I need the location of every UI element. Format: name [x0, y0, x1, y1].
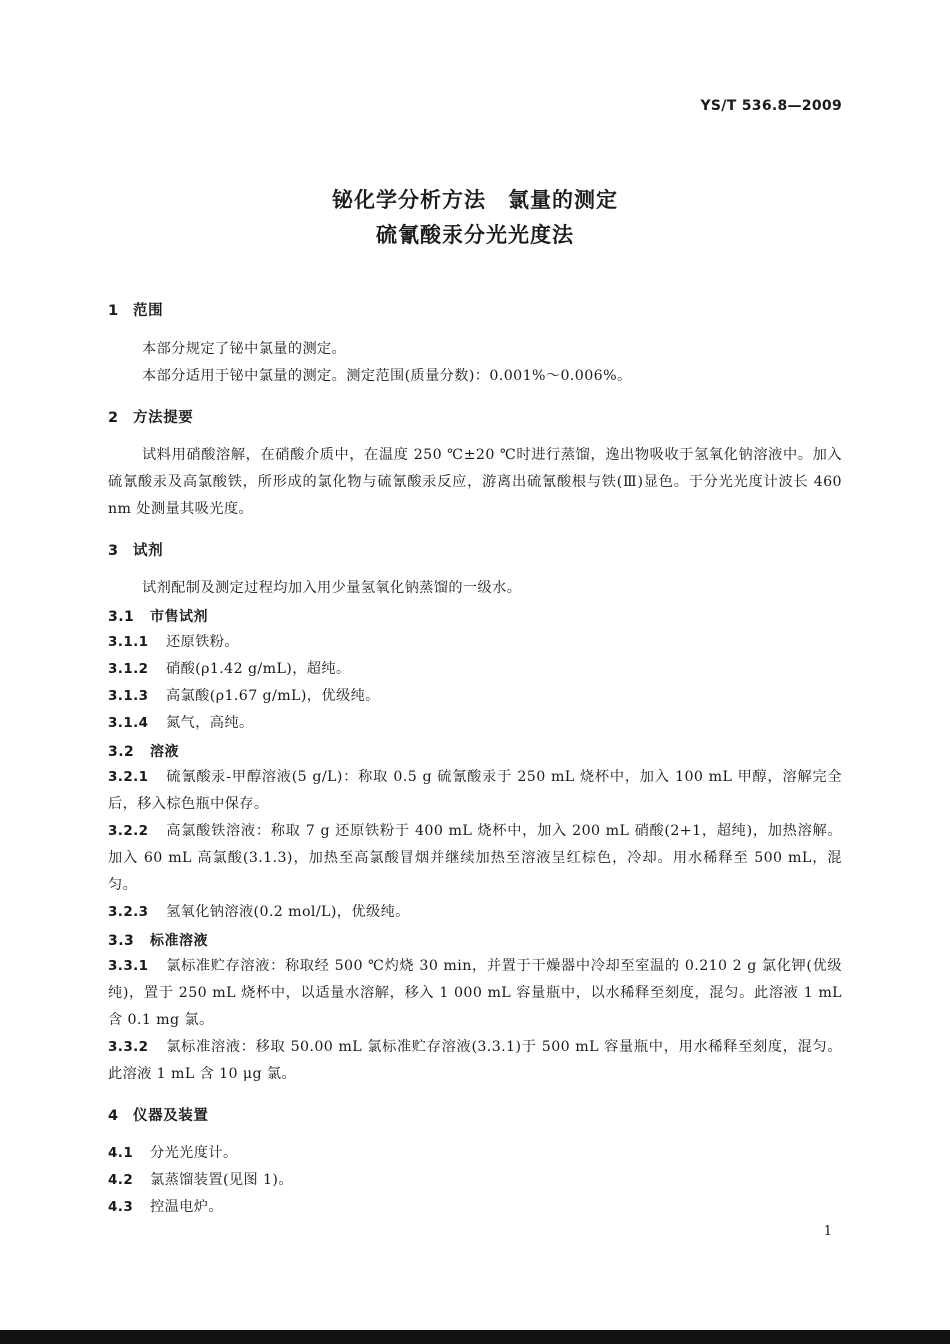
section-4-heading — [108, 1104, 209, 1125]
item-4-1: 4.1 分光光度计。 — [108, 1145, 238, 1161]
item-3-1-4: 3.1.4 氮气，高纯。 — [108, 715, 254, 731]
section-3-paragraph: 试剂配制及测定过程均加入用少量氢氧化钠蒸馏的一级水。 — [142, 580, 522, 596]
standard-code: YS/T 536.8—2009 — [700, 98, 842, 114]
item-3-1-1: 3.1.1 还原铁粉。 — [108, 634, 239, 650]
subsection-3-2-heading: 3.2 溶液 — [108, 744, 179, 760]
section-number: 1 — [108, 303, 119, 319]
page-number: 1 — [823, 1224, 832, 1239]
section-1-paragraph-1: 本部分规定了铋中氯量的测定。 — [142, 341, 347, 357]
item-3-2-1: 3.2.1 硫氰酸汞-甲醇溶液(5 g/L)：称取 0.5 g 硫氰酸汞于 250 mL 烧杯中，加入 100 mL 甲醇，溶解完全后，移入棕色瓶中保存。 — [108, 769, 842, 812]
section-title: 试剂 — [133, 543, 164, 559]
section-1-heading — [108, 299, 163, 320]
section-title: 方法提要 — [133, 410, 194, 426]
item-3-2-3: 3.2.3 氢氧化钠溶液(0.2 mol/L)，优级纯。 — [108, 904, 410, 920]
section-number: 4 — [108, 1108, 119, 1124]
subsection-3-3-heading: 3.3 标准溶液 — [108, 933, 208, 949]
scan-bottom-edge — [0, 1330, 950, 1344]
item-3-1-2: 3.1.2 硝酸(ρ1.42 g/mL)，超纯。 — [108, 661, 351, 677]
section-2-paragraph: 试料用硝酸溶解，在硝酸介质中，在温度 250 ℃±20 ℃时进行蒸馏，逸出物吸收于氢氧化钠溶液中。加入硫氰酸汞及高氯酸铁，所形成的氯化物与硫氰酸汞反应，游离出硫氰酸根与铁(Ⅲ)显色。于分光光度计波长 460 nm 处测量其吸光度。 — [108, 447, 842, 517]
item-4-3: 4.3 控温电炉。 — [108, 1199, 223, 1215]
item-3-3-1: 3.3.1 氯标准贮存溶液：称取经 500 ℃灼烧 30 min，并置于干燥器中冷却至室温的 0.210 2 g 氯化钾(优级纯)，置于 250 mL 烧杯中，以适量水溶解，移入 1 000 mL 容量瓶中，以水稀释至刻度，混匀。此溶液 1 mL 含 0.1 mg 氯。 — [108, 958, 842, 1028]
document-title-line1: 铋化学分析方法 氯量的测定 — [332, 188, 618, 212]
section-title: 范围 — [133, 303, 164, 319]
section-1-paragraph-2: 本部分适用于铋中氯量的测定。测定范围(质量分数)：0.001%～0.006%。 — [142, 368, 632, 384]
item-3-2-2: 3.2.2 高氯酸铁溶液：称取 7 g 还原铁粉于 400 mL 烧杯中，加入 200 mL 硝酸(2+1，超纯)，加热溶解。加入 60 mL 高氯酸(3.1.3)，加热至高氯酸冒烟并继续加热至溶液呈红棕色，冷却。用水稀释至 500 mL，混匀。 — [108, 823, 842, 893]
section-number: 3 — [108, 543, 119, 559]
section-title: 仪器及装置 — [133, 1108, 209, 1124]
item-3-1-3: 3.1.3 高氯酸(ρ1.67 g/mL)，优级纯。 — [108, 688, 380, 704]
section-number: 2 — [108, 410, 119, 426]
subsection-3-1-heading: 3.1 市售试剂 — [108, 609, 208, 625]
item-3-3-2: 3.3.2 氯标准溶液：移取 50.00 mL 氯标准贮存溶液(3.3.1)于 500 mL 容量瓶中，用水稀释至刻度，混匀。此溶液 1 mL 含 10 μg 氯。 — [108, 1039, 842, 1082]
section-2-heading — [108, 406, 193, 427]
item-4-2: 4.2 氯蒸馏装置(见图 1)。 — [108, 1172, 293, 1188]
section-3-heading — [108, 539, 163, 560]
document-title-line2: 硫氰酸汞分光光度法 — [376, 223, 574, 247]
